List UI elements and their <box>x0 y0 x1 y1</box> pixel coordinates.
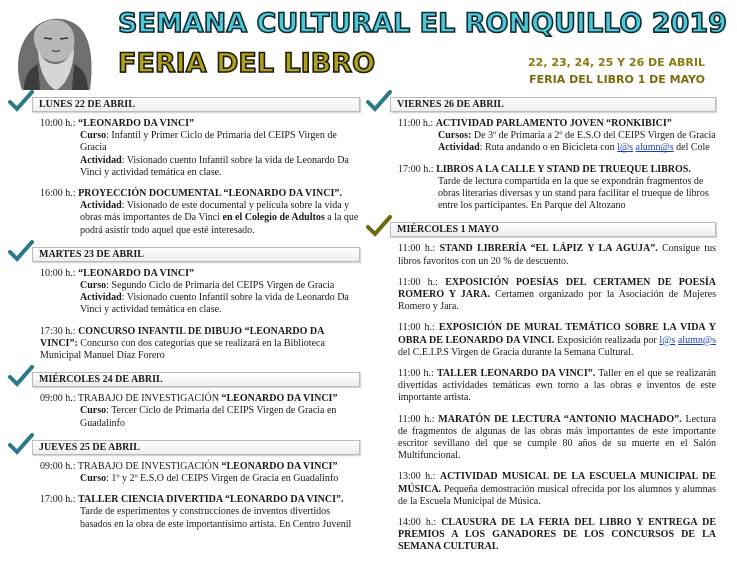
event-item: 11:00 h.: STAND LIBRERÍA “EL LÁPIZ Y LA AGUJA”. Consigue tus libros favoritos con un 20 % de descuento. <box>398 243 717 267</box>
leonardo-portrait <box>4 6 108 90</box>
event-item: 16:00 h.: PROYECCIÓN DOCUMENTAL “LEONARDO DA VINCI”. Actividad: Visionado de este documental y película sobre la vida y obras más importantes de Da Vinci en el Colegio de Adultos a la que podrá asistir todo aquel que esté interesado. <box>40 188 359 236</box>
link[interactable]: alumn@s <box>677 334 716 346</box>
event-item: 09:00 h.: TRABAJO DE INVESTIGACIÓN “LEONARDO DA VINCI” Curso: 1º y 2º E.S.O del CEIPS Virgen de Gracia en Guadalinfo <box>40 460 339 485</box>
page-subtitle: FERIA DEL LIBRO <box>118 48 376 79</box>
event-item: 17:00 h.: LIBROS A LA CALLE Y STAND DE TRUEQUE LIBROS. Tarde de lectura compartida en la que se expondrán fragmentos de obras literarias diversas y un stand para facilitar el trueque de libros entre los participantes. En Parque del Altozano <box>398 163 709 212</box>
check-icon <box>8 90 34 112</box>
event-item: 17:30 h.: CONCURSO INFANTIL DE DIBUJO “LEONARDO DA VINCI”: Concurso con dos categorías que se realizará en la Biblioteca Municipal Manuel Díaz Forero <box>40 325 325 362</box>
check-icon <box>8 433 34 455</box>
left-column <box>8 96 360 540</box>
day-header-may1 <box>366 221 716 239</box>
event-item: 13:00 h.: ACTIVIDAD MUSICAL DE LA ESCUELA MUNICIPAL DE MÚSICA. Pequeña demostración musical ofrecida por los alumnos y alumnas de la Escuela Municipal de Música. <box>398 471 717 507</box>
day-header-wednesday <box>8 371 360 389</box>
day-header-friday <box>366 96 716 114</box>
event-item: 10:00 h.: “LEONARDO DA VINCI” Curso: Infantil y Primer Ciclo de Primaria del CEIPS Virgen de Gracia Actividad: Visionado cuento Infantil sobre la vida de Leonardo Da Vinci y actividad temática en clase. <box>40 118 349 178</box>
link[interactable]: l@s <box>659 334 676 346</box>
event-item: 17:00 h.: TALLER CIENCIA DIVERTIDA “LEONARDO DA VINCI”. Tarde de esperimentos y construcciones de inventos divertidos basados en la obra de este importantísimo artista. En Centro Juvenil <box>40 494 352 530</box>
right-column <box>366 96 716 563</box>
day-label: MIÉRCOLES 1 MAYO <box>397 224 499 236</box>
link[interactable]: l@s <box>617 142 634 154</box>
event-item: 11:00 h.: TALLER LEONARDO DA VINCI”. Taller en el que se realizarán divertidas actividades temáticas ewn torno a las obras e inventos de este importante artista. <box>398 368 717 404</box>
day-label: JUEVES 25 DE ABRIL <box>39 441 140 453</box>
day-label: VIERNES 26 DE ABRIL <box>397 99 504 110</box>
event-dates: 22, 23, 24, 25 Y 26 DE ABRIL <box>528 56 705 69</box>
check-icon <box>366 215 392 237</box>
page-title: SEMANA CULTURAL EL RONQUILLO 2019 <box>118 8 727 39</box>
event-item: 11:00 h.: MARATÓN DE LECTURA “ANTONIO MACHADO”. Lectura de fragmentos de algunas de las obras más importantes de este importante escritor sevillano del que se cumple 80 años de su muerte en el Salón Multifuncional. <box>398 413 717 462</box>
event-item: 11:00 h.: EXPOSICIÓN POESÍAS DEL CERTAMEN DE POESÍA ROMERO Y JARA. Certamen organizado por la Asociación de Mujeres Romero y Jara. <box>398 276 717 313</box>
event-item: 14:00 h.: CLAUSURA DE LA FERIA DEL LIBRO Y ENTREGA DE PREMIOS A LOS GANADORES DE LOS CONCURSOS DE LA SEMANA CULTURAL <box>398 517 716 553</box>
day-header-monday <box>8 96 360 114</box>
feria-date: FERIA DEL LIBRO 1 DE MAYO <box>529 73 705 86</box>
day-header-tuesday <box>8 246 360 264</box>
event-item: 09:00 h.: TRABAJO DE INVESTIGACIÓN “LEONARDO DA VINCI” Curso: Tercer Ciclo de Primaria del CEIPS Virgen de Gracia en Guadalinfo <box>40 393 338 429</box>
day-header-thursday <box>8 439 360 457</box>
day-label: LUNES 22 DE ABRIL <box>39 99 135 110</box>
check-icon <box>366 90 392 112</box>
link[interactable]: alumn@s <box>635 142 674 154</box>
check-icon <box>8 365 34 387</box>
day-label: MIÉRCOLES 24 DE ABRIL <box>39 374 163 386</box>
event-item: 11:00 h.: ACTIVIDAD PARLAMENTO JOVEN “RONKIBICI” Cursos: De 3º de Primaria a 2º de E.S.O del CEIPS Virgen de Gracia Actividad: Ruta andando o en Bicicleta con l@s alumn@s del Cole <box>398 118 716 154</box>
day-label: MARTES 23 DE ABRIL <box>39 248 144 260</box>
event-item: 10:00 h.: “LEONARDO DA VINCI” Curso: Segundo Ciclo de Primaria del CEIPS Virgen de Gracia Actividad: Visionado cuento Infantil sobre la vida de Leonardo Da Vinci y actividad temática en clase. <box>40 267 349 316</box>
event-item: 11:00 h.: EXPOSICIÓN DE MURAL TEMÁTICO SOBRE LA VIDA Y OBRA DE LEONARDO DA VINCI. Exposición realizada por l@s alumn@s del C.E.I.P.S Virgen de Gracia durante la Semana Cultural. <box>398 322 716 358</box>
check-icon <box>8 240 34 262</box>
